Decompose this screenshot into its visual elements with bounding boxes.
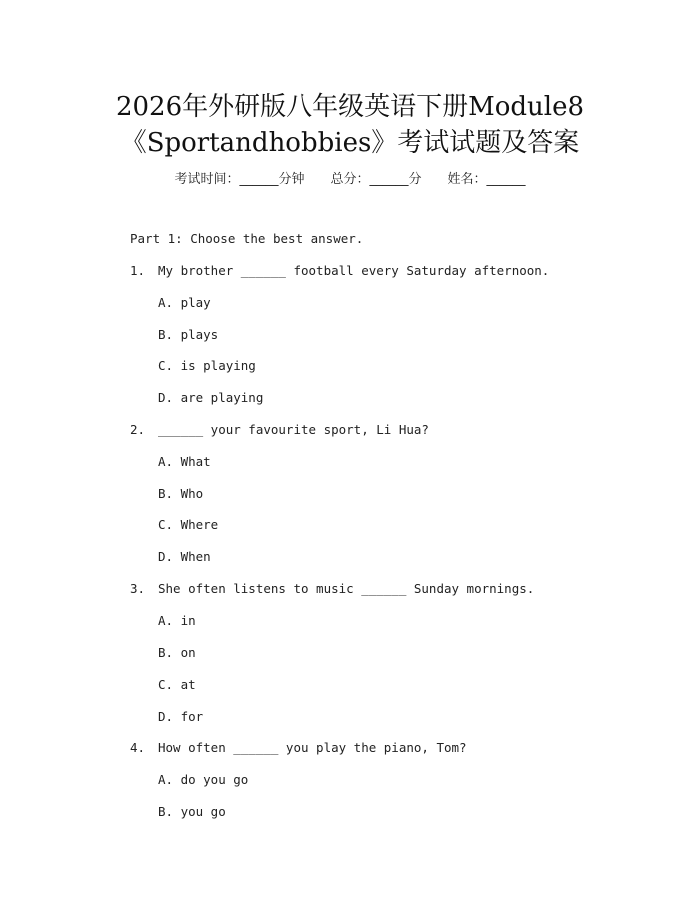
question-4-option-a: A. do you go [158, 772, 249, 787]
question-3-option-d: D. for [158, 709, 204, 724]
question-4-text: How often ______ you play the piano, Tom? [158, 740, 467, 755]
part1-heading: Part 1: Choose the best answer. [130, 231, 364, 246]
document-title-line-1: 2026年外研版八年级英语下册Module8 [115, 92, 585, 122]
question-1-option-c: C. is playing [158, 358, 256, 373]
question-1-option-a: A. play [158, 295, 211, 310]
question-1-option-d: D. are playing [158, 390, 264, 405]
question-4-option-b: B. you go [158, 804, 226, 819]
question-3-text: She often listens to music ______ Sunday mornings. [158, 581, 535, 596]
total-score-field: 总分：______分 [330, 172, 422, 187]
exam-time-field: 考试时间：______分钟 [174, 172, 305, 187]
exam-meta [0, 168, 700, 187]
question-4-number: 4. [130, 740, 146, 755]
question-2-number: 2. [130, 422, 146, 437]
question-3-option-a: A. in [158, 613, 196, 628]
question-2-text: ______ your favourite sport, Li Hua? [158, 422, 429, 437]
question-3-option-b: B. on [158, 645, 196, 660]
question-3-option-c: C. at [158, 677, 196, 692]
question-2-option-c: C. Where [158, 517, 219, 532]
question-3-number: 3. [130, 581, 146, 596]
question-1-number: 1. [130, 263, 146, 278]
document-title-line-2: 《Sportandhobbies》考试试题及答案 [120, 128, 580, 158]
question-1-text: My brother ______ football every Saturday afternoon. [158, 263, 550, 278]
student-name-field: 姓名：______ [447, 172, 526, 187]
question-1-option-b: B. plays [158, 327, 219, 342]
question-2-option-a: A. What [158, 454, 211, 469]
question-2-option-b: B. Who [158, 486, 204, 501]
question-2-option-d: D. When [158, 549, 211, 564]
